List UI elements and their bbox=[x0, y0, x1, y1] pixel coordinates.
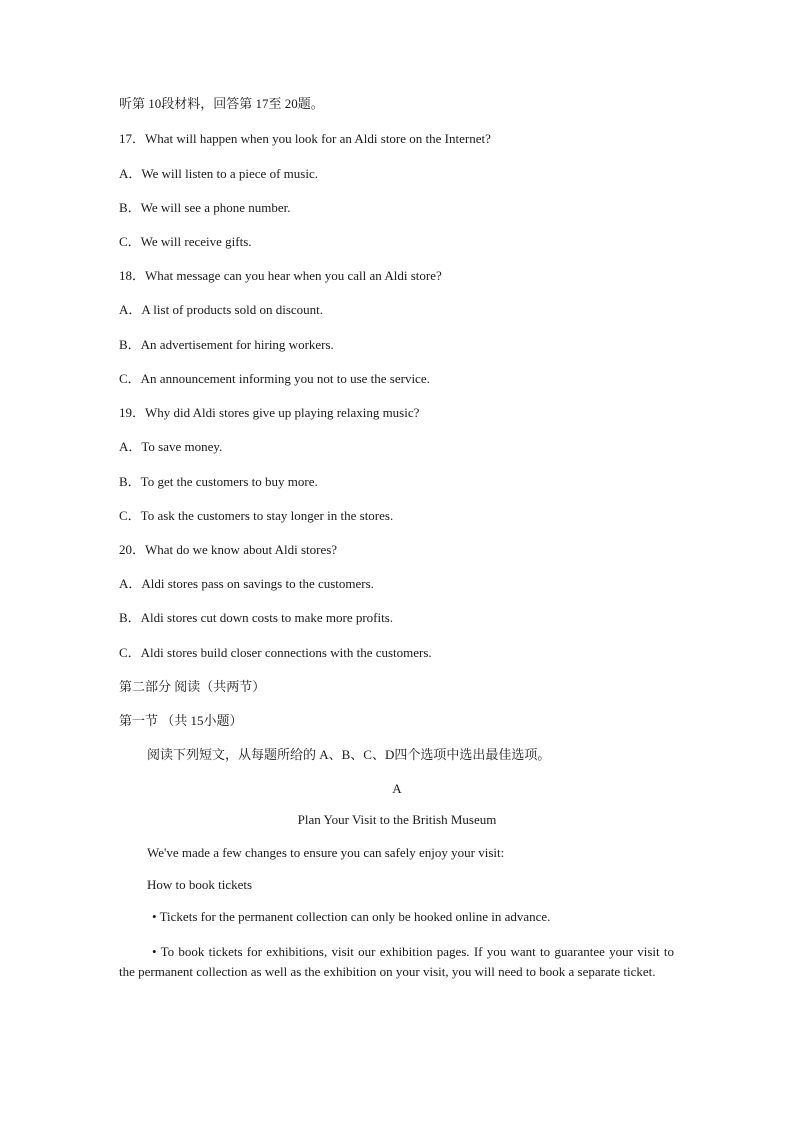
question-17-option-c: C．We will receive gifts. bbox=[119, 234, 252, 249]
question-18-option-c: C．An announcement informing you not to use the service. bbox=[119, 371, 430, 386]
question-20-option-b: B．Aldi stores cut down costs to make more profits. bbox=[119, 610, 394, 625]
reading-instruction: 阅读下列短文，从每题所给的 A、B、C、D四个选项中选出最佳选项。 bbox=[147, 747, 551, 762]
question-17-option-a: A．We will listen to a piece of music. bbox=[119, 166, 318, 181]
question-17-stem: 17．What will happen when you look for an Aldi store on the Internet? bbox=[119, 131, 491, 146]
question-20-stem: 20．What do we know about Aldi stores? bbox=[119, 542, 338, 557]
section-intro: 听第 10段材料，回答第 17至 20题。 bbox=[119, 96, 324, 111]
question-19-option-a: A．To save money. bbox=[119, 439, 223, 454]
question-19-option-c: C．To ask the customers to stay longer in the stores. bbox=[119, 508, 394, 523]
question-18-option-a: A．A list of products sold on discount. bbox=[119, 302, 324, 317]
passage-title: Plan Your Visit to the British Museum bbox=[297, 812, 497, 827]
passage-intro: We've made a few changes to ensure you can safely enjoy your visit: bbox=[147, 845, 505, 860]
passage-subheading: How to book tickets bbox=[147, 877, 253, 892]
question-18-stem: 18．What message can you hear when you call an Aldi store? bbox=[119, 268, 442, 283]
question-19-option-b: B．To get the customers to buy more. bbox=[119, 474, 318, 489]
question-20-option-a: A．Aldi stores pass on savings to the customers. bbox=[119, 576, 374, 591]
question-19-stem: 19．Why did Aldi stores give up playing relaxing music? bbox=[119, 405, 420, 420]
question-18-option-b: B．An advertisement for hiring workers. bbox=[119, 337, 334, 352]
question-17-option-b: B．We will see a phone number. bbox=[119, 200, 291, 215]
question-20-option-c: C．Aldi stores build closer connections with the customers. bbox=[119, 645, 432, 660]
part2-heading: 第二部分 阅读（共两节） bbox=[119, 679, 266, 694]
passage-letter: A bbox=[392, 781, 402, 796]
section1-heading: 第一节 （共 15小题） bbox=[119, 713, 243, 728]
bullet-permanent-collection: • Tickets for the permanent collection can only be hooked online in advance. bbox=[152, 909, 551, 924]
bullet-exhibitions: • To book tickets for exhibitions, visit our exhibition pages. If you want to guarantee your visit to the permanent collection as well as the exhibition on your visit, you will need to book a separate ticket. bbox=[119, 944, 674, 979]
